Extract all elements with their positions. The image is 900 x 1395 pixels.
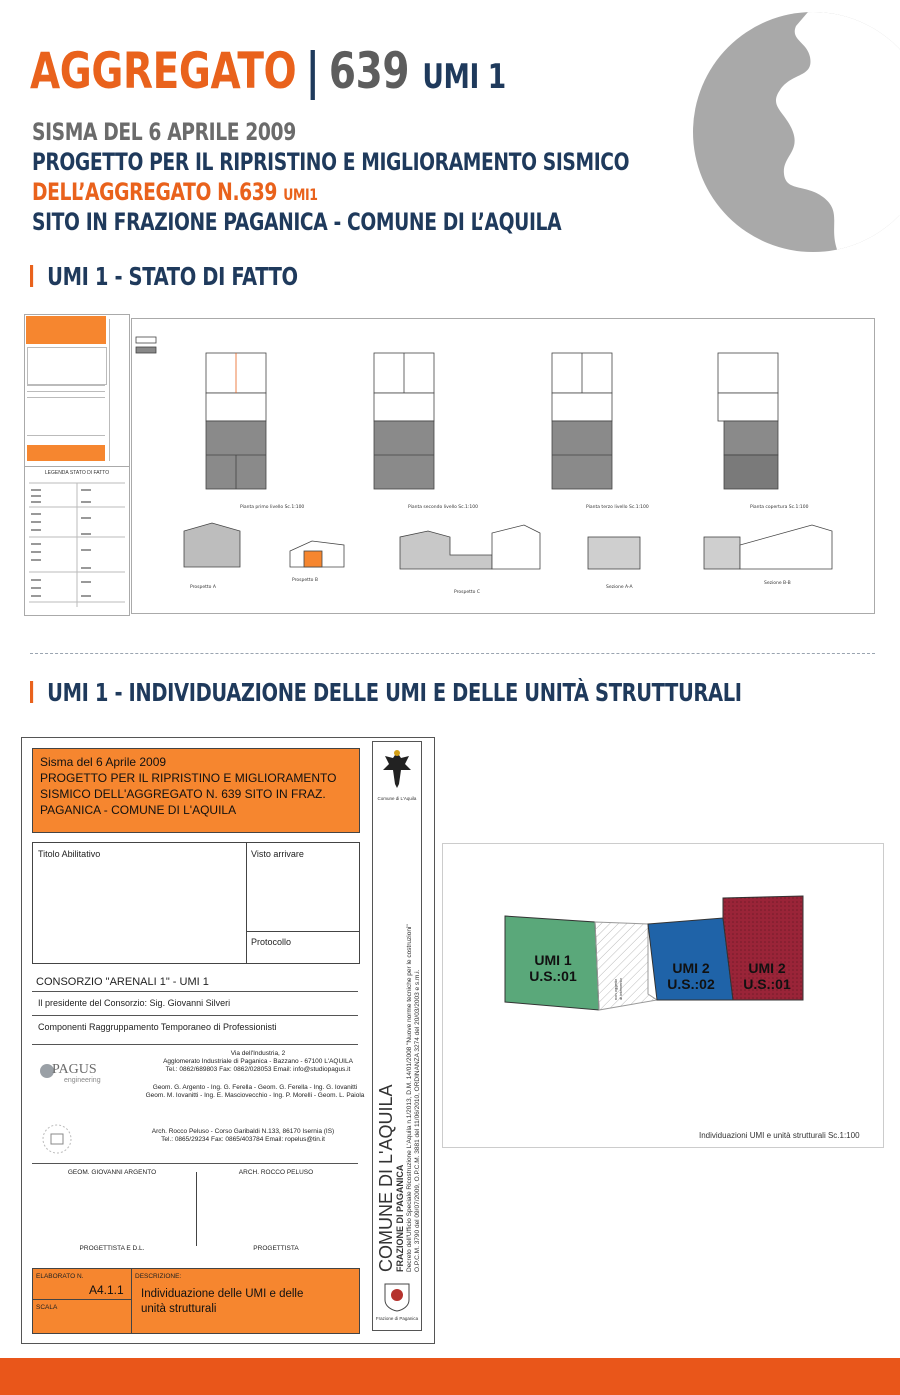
descrizione-value xyxy=(141,1287,303,1317)
pagus-staff-1: Geom. G. Argento - Ing. G. Ferella - Geom. G. Ferella - Ing. G. Iovanitti xyxy=(152,1084,358,1091)
section-divider xyxy=(30,653,875,654)
peluso-addr-1: Arch. Rocco Peluso - Corso Garibaldi N.133, 86170 Isernia (IS) xyxy=(151,1128,335,1135)
hatch-label-1: non oggetto xyxy=(613,978,618,1000)
side-strip xyxy=(372,741,422,1331)
subtitle-aggregato-text: DELL’AGGREGATO N.639 xyxy=(32,178,278,206)
presidente: Il presidente del Consorzio: Sig. Giovanni Silveri xyxy=(38,998,231,1008)
approval-box xyxy=(32,842,360,964)
title-separator: | xyxy=(305,42,320,100)
hatch-label xyxy=(613,978,623,1000)
scala-label: SCALA xyxy=(36,1304,58,1311)
umi2-us02-line1: UMI 2 xyxy=(672,960,710,976)
section-individuazione-label: UMI 1 - INDIVIDUAZIONE DELLE UMI E DELLE UNITÀ STRUTTURALI xyxy=(47,678,742,707)
umi2-us01-line2: U.S.:01 xyxy=(743,976,791,992)
eagle-crest-icon xyxy=(381,748,413,792)
umi2-us02-line2: U.S.:02 xyxy=(667,976,715,992)
title-number: 639 xyxy=(328,42,410,100)
section-label-bb: Sezione B-B xyxy=(764,581,791,586)
legend-title: LEGENDA STATO DI FATTO xyxy=(44,470,110,476)
footer-bar xyxy=(0,1358,900,1395)
elaborato-label: ELABORATO N. xyxy=(36,1273,84,1280)
peluso-addr-2: Tel.: 0865/29234 Fax: 0865/403784 Email: ropelus@tin.it xyxy=(161,1136,325,1143)
title-aggregato: AGGREGATO xyxy=(30,42,297,100)
consorzio-name: CONSORZIO "ARENALI 1" - UMI 1 xyxy=(36,976,209,988)
subtitle-sito: SITO IN FRAZIONE PAGANICA - COMUNE DI L’AQUILA xyxy=(32,208,562,236)
umi1-us01-label xyxy=(515,952,591,984)
pagus-staff-2: Geom. M. Iovanitti - Ing. E. Masciovecchio - Ing. P. Morelli - Geom. L. Paiola xyxy=(145,1092,365,1099)
subtitle-progetto: PROGETTO PER IL RIPRISTINO E MIGLIORAMENTO SISMICO xyxy=(32,148,630,176)
project-line-4: PAGANICA - COMUNE DI L'AQUILA xyxy=(40,803,237,817)
project-header-box xyxy=(32,748,360,833)
legend-sheet xyxy=(24,466,130,616)
umi1-us01-line2: U.S.:01 xyxy=(529,968,577,984)
umi-map-sheet xyxy=(442,843,884,1148)
page-title xyxy=(30,40,506,108)
side-comune: COMUNE DI L'AQUILA xyxy=(376,1084,396,1272)
pagus-staff xyxy=(132,1084,378,1100)
descrizione-label: DESCRIZIONE: xyxy=(135,1273,182,1280)
project-line-3: SISMICO DELL'AGGREGATO N. 639 SITO IN FRAZ. xyxy=(40,787,326,801)
plan-label-3: Pianta terzo livello Sc.1:100 xyxy=(586,505,649,510)
section-stato-di-fatto xyxy=(30,262,298,291)
crest-bottom-caption: Frazione di Paganica xyxy=(375,1316,419,1321)
sheet1-titleblock xyxy=(24,314,130,468)
section-stato-di-fatto-label: UMI 1 - STATO DI FATTO xyxy=(47,262,298,291)
legend-rows xyxy=(25,477,129,617)
protocollo: Protocollo xyxy=(251,937,292,947)
titolo-abilitativo: Titolo Abilitativo xyxy=(38,849,101,859)
role-right: PROGETTISTA xyxy=(253,1245,299,1252)
plan-label-2: Pianta secondo livello Sc.1:100 xyxy=(408,505,479,510)
umi1-us01-line1: UMI 1 xyxy=(534,952,572,968)
umi-map-caption: Individuazioni UMI e unità strutturali Sc.1:100 xyxy=(699,1131,860,1140)
side-frazione: FRAZIONE DI PAGANICA xyxy=(395,1164,405,1272)
umi-map xyxy=(443,844,883,1147)
pagus-address xyxy=(148,1050,368,1074)
title-umi: UMI 1 xyxy=(422,57,506,97)
sign-right-name: ARCH. ROCCO PELUSO xyxy=(238,1169,314,1176)
hatch-label-2: di intervento xyxy=(618,978,623,1000)
plan-label-4: Pianta copertura Sc.1:100 xyxy=(750,505,809,510)
role-left: PROGETTISTA E D.L. xyxy=(79,1245,145,1252)
sign-left-name: GEOM. GIOVANNI ARGENTO xyxy=(67,1169,157,1176)
stato-di-fatto-drawing xyxy=(131,318,875,614)
pagus-addr-1: Via dell'Industria, 2 xyxy=(230,1050,286,1057)
descrizione-line-2: unità strutturali xyxy=(141,1303,217,1315)
visto-arrivare: Visto arrivare xyxy=(251,849,304,859)
elaborato-box xyxy=(32,1268,360,1334)
peluso-logo-icon xyxy=(40,1122,74,1156)
section-individuazione xyxy=(30,678,742,707)
descrizione-line-1: Individuazione delle UMI e delle xyxy=(141,1288,304,1300)
umi2-us01-label xyxy=(731,960,803,992)
pagus-logo-name: PAGUS xyxy=(52,1062,97,1077)
crest-top-caption: Comune di L'Aquila xyxy=(377,796,417,801)
peluso-address xyxy=(118,1128,368,1144)
project-line-1: Sisma del 6 Aprile 2009 xyxy=(40,755,167,769)
plan-label-1: Pianta primo livello Sc.1:100 xyxy=(240,505,305,510)
paganica-crest-icon xyxy=(383,1282,411,1312)
project-line-2: PROGETTO PER IL RIPRISTINO E MIGLIORAMENTO xyxy=(40,771,337,785)
umi2-us01-line1: UMI 2 xyxy=(748,960,786,976)
map-circle-logo xyxy=(688,12,900,252)
floor-plans xyxy=(132,319,874,613)
side-decreto-2: O.P.C.M. 3790 del 09/07/2009, O.P.C.M. 3881 del 11/06/2010, ORDINANZA 3274 del 20/03/2003 e s.m.i. xyxy=(414,969,421,1272)
umi2-us02-label xyxy=(654,960,728,992)
section-label-aa: Sezione A-A xyxy=(606,585,633,590)
subtitle-aggregato-umi: UMI1 xyxy=(283,185,318,204)
subtitle-aggregato xyxy=(32,178,318,209)
elev-label-b: Prospetto B xyxy=(292,578,318,583)
side-decreto-1: Decreto dell'Ufficio Speciale Ricostruzione L'Aquila n.1/2013, D.M. 14/01/2008 "Nuove norme tecniche per le costruzioni" xyxy=(406,924,413,1272)
componenti: Componenti Raggruppamento Temporaneo di Professionisti xyxy=(38,1022,277,1032)
elev-label-a: Prospetto A xyxy=(190,585,216,590)
elaborato-value: A4.1.1 xyxy=(89,1283,124,1297)
pagus-addr-3: Tel.: 0862/689803 Fax: 0862/028053 Email: info@studiopagus.it xyxy=(165,1066,351,1073)
elev-label-c: Prospetto C xyxy=(454,590,480,595)
subtitle-sisma: SISMA DEL 6 APRILE 2009 xyxy=(32,118,296,146)
pagus-addr-2: Agglomerato Industriale di Paganica - Bazzano - 67100 L'AQUILA xyxy=(163,1058,353,1065)
pagus-logo-sub: engineering xyxy=(64,1077,101,1084)
